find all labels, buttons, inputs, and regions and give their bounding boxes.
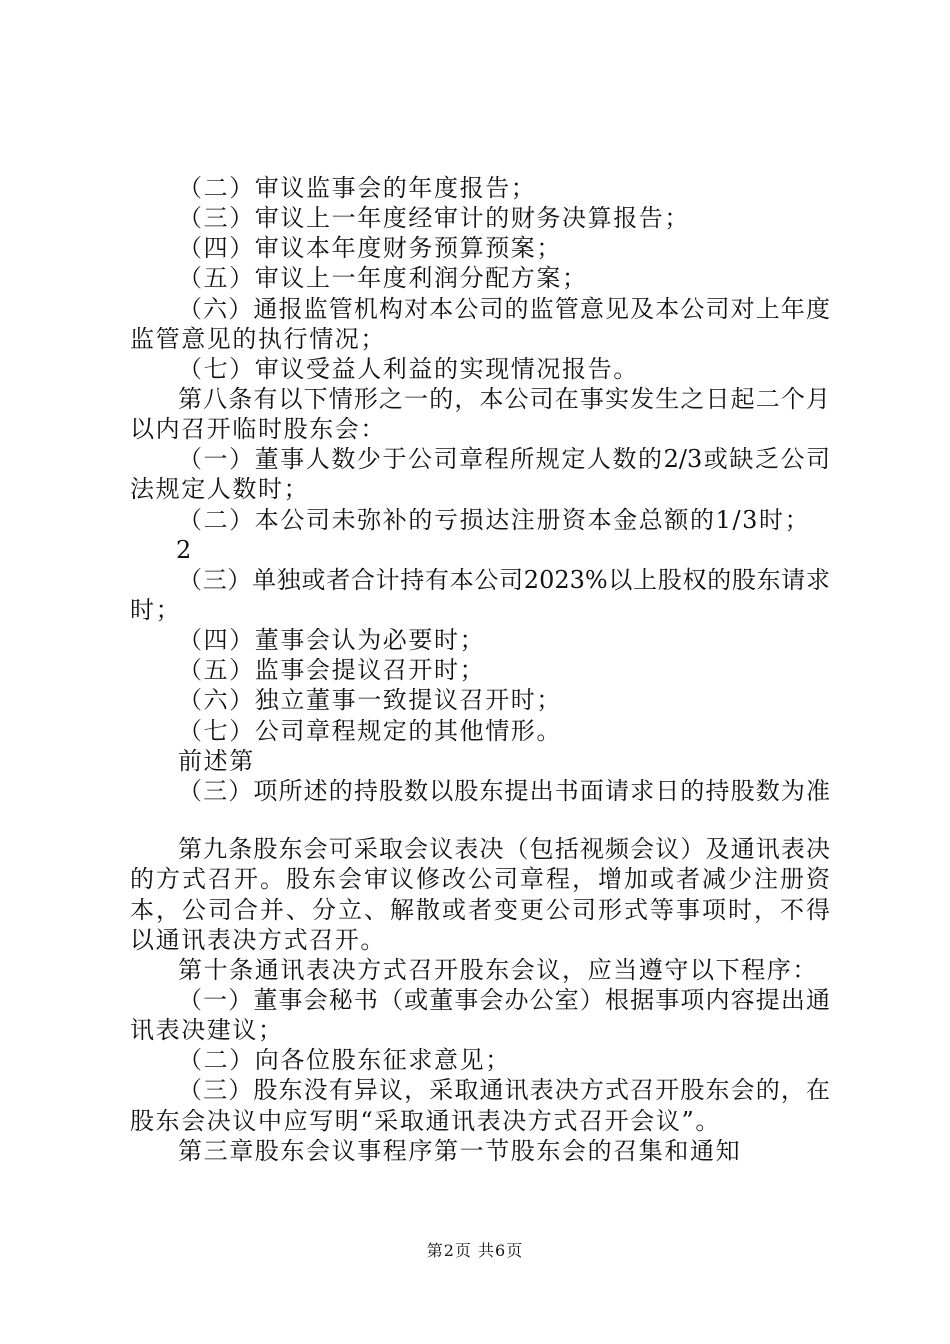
- clause-line: 时；: [130, 596, 182, 624]
- article-heading: 第八条有以下情形之一的，本公司在事实发生之日起二个月: [178, 385, 830, 413]
- clause-line: （四）审议本年度财务预算预案；: [178, 234, 562, 262]
- clause-line: （六）通报监管机构对本公司的监管意见及本公司对上年度: [178, 295, 830, 323]
- clause-line: （七）公司章程规定的其他情形。: [178, 717, 562, 745]
- clause-line: （二）向各位股东征求意见；: [178, 1046, 511, 1074]
- clause-line: 股东会决议中应写明“采取通讯表决方式召开会议”。: [130, 1107, 721, 1135]
- clause-line: （三）股东没有异议，采取通讯表决方式召开股东会的，在: [178, 1076, 830, 1104]
- clause-line: （一）董事人数少于公司章程所规定人数的2/3或缺乏公司: [178, 445, 830, 473]
- clause-line: （三）审议上一年度经审计的财务决算报告；: [178, 204, 690, 232]
- clause-line: 以内召开临时股东会：: [130, 415, 386, 443]
- stray-number: 2: [176, 536, 193, 564]
- clause-line: 监管意见的执行情况；: [130, 325, 386, 353]
- clause-line: 前述第: [178, 747, 255, 775]
- clause-line: 讯表决建议；: [130, 1016, 284, 1044]
- article-heading: 第十条通讯表决方式召开股东会议，应当遵守以下程序：: [178, 956, 818, 984]
- clause-line: （三）项所述的持股数以股东提出书面请求日的持股数为准: [178, 777, 830, 805]
- clause-line: （六）独立董事一致提议召开时；: [178, 686, 562, 714]
- clause-line: （七）审议受益人利益的实现情况报告。: [178, 355, 639, 383]
- clause-line: （二）审议监事会的年度报告；: [178, 174, 537, 202]
- chapter-heading: 第三章股东会议事程序第一节股东会的召集和通知: [178, 1137, 742, 1165]
- clause-line: （五）审议上一年度利润分配方案；: [178, 264, 588, 292]
- clause-line: （一）董事会秘书（或董事会办公室）根据事项内容提出通: [178, 986, 830, 1014]
- article-heading: 第九条股东会可采取会议表决（包括视频会议）及通讯表决: [178, 835, 830, 863]
- clause-line: 以通讯表决方式召开。: [130, 926, 386, 954]
- clause-line: （四）董事会认为必要时；: [178, 626, 486, 654]
- clause-line: （二）本公司未弥补的亏损达注册资本金总额的1/3时；: [178, 506, 811, 534]
- clause-line: 法规定人数时；: [130, 475, 310, 503]
- clause-line: （三）单独或者合计持有本公司2023%以上股权的股东请求: [178, 566, 830, 594]
- page-number-footer: 第2页 共6页: [426, 1241, 524, 1260]
- clause-line: 的方式召开。股东会审议修改公司章程，增加或者减少注册资: [130, 865, 830, 893]
- clause-line: （五）监事会提议召开时；: [178, 656, 486, 684]
- clause-line: 本，公司合并、分立、解散或者变更公司形式等事项时，不得: [130, 896, 830, 924]
